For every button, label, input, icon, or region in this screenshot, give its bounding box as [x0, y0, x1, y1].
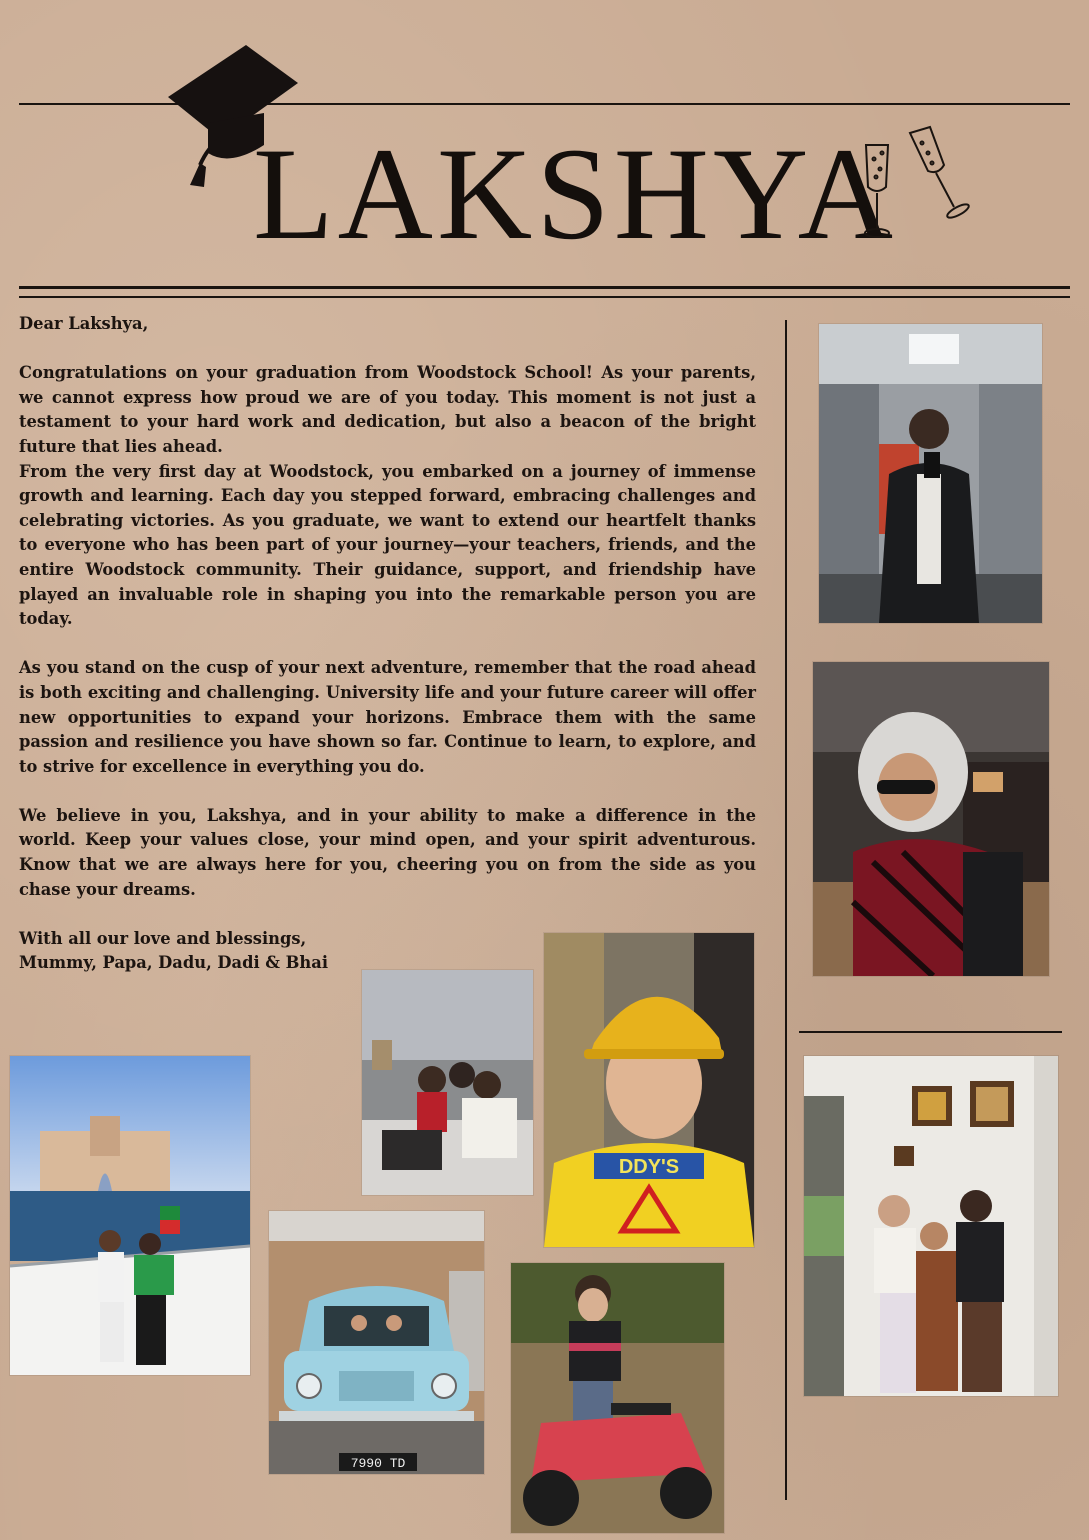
paragraph-4: We believe in you, Lakshya, and in your ability to make a difference in the world. Keep your values close, your mind open, and your spirit adventurous. Know that we are always here for you, cheering you on from the side as you chase your dreams.: [19, 805, 756, 899]
photo-hard-hat-child: [544, 933, 754, 1247]
header-double-rule-bottom: [19, 296, 1070, 298]
photo-blue-car: [269, 1211, 484, 1474]
shirt-text: DDY'S: [618, 1156, 680, 1178]
photo-hoodie: [813, 662, 1049, 976]
column-divider: [785, 320, 787, 1500]
photo-atlantis-boat: [10, 1056, 250, 1375]
photo-quad-bike: [511, 1263, 724, 1533]
car-plate: 7990 TD: [350, 1456, 406, 1471]
masthead-title: LAKSHYA: [253, 120, 898, 267]
paragraph-1: Congratulations on your graduation from Woodstock School! As your parents, we cannot express how proud we are of you today. This moment is not just a testament to your hard work and dedication, but also a beacon of the bright future that lies ahead.: [19, 363, 756, 456]
right-column-rule: [799, 1031, 1062, 1033]
photo-boat-group: [362, 970, 533, 1195]
photo-grandparents: [804, 1056, 1058, 1396]
salutation: Dear Lakshya,: [19, 314, 149, 333]
closing-line: With all our love and blessings,: [19, 928, 307, 948]
letter-body: [19, 312, 756, 976]
paragraph-2: From the very first day at Woodstock, you embarked on a journey of immense growth and learning. Each day you stepped forward, embracing challenges and celebrating victories. As you graduate, we want to extend our heartfelt thanks to everyone who has been part of your journey—your teachers, friends, and the entire Woodstock community. Their guidance, support, and friendship have played an invaluable role in shaping you into the remarkable person you are today.: [19, 461, 756, 629]
header-double-rule-top: [19, 286, 1070, 289]
champagne-glasses-icon: [852, 125, 980, 245]
photo-elevator-selfie: [819, 324, 1042, 623]
paragraph-3: As you stand on the cusp of your next adventure, remember that the road ahead is both exciting and challenging. University life and your future career will offer new opportunities to expand your horizons. Embrace them with the same passion and resilience you have shown so far. Continue to learn, to explore, and to strive for excellence in everything you do.: [19, 658, 756, 776]
signature: Mummy, Papa, Dadu, Dadi & Bhai: [19, 953, 329, 973]
